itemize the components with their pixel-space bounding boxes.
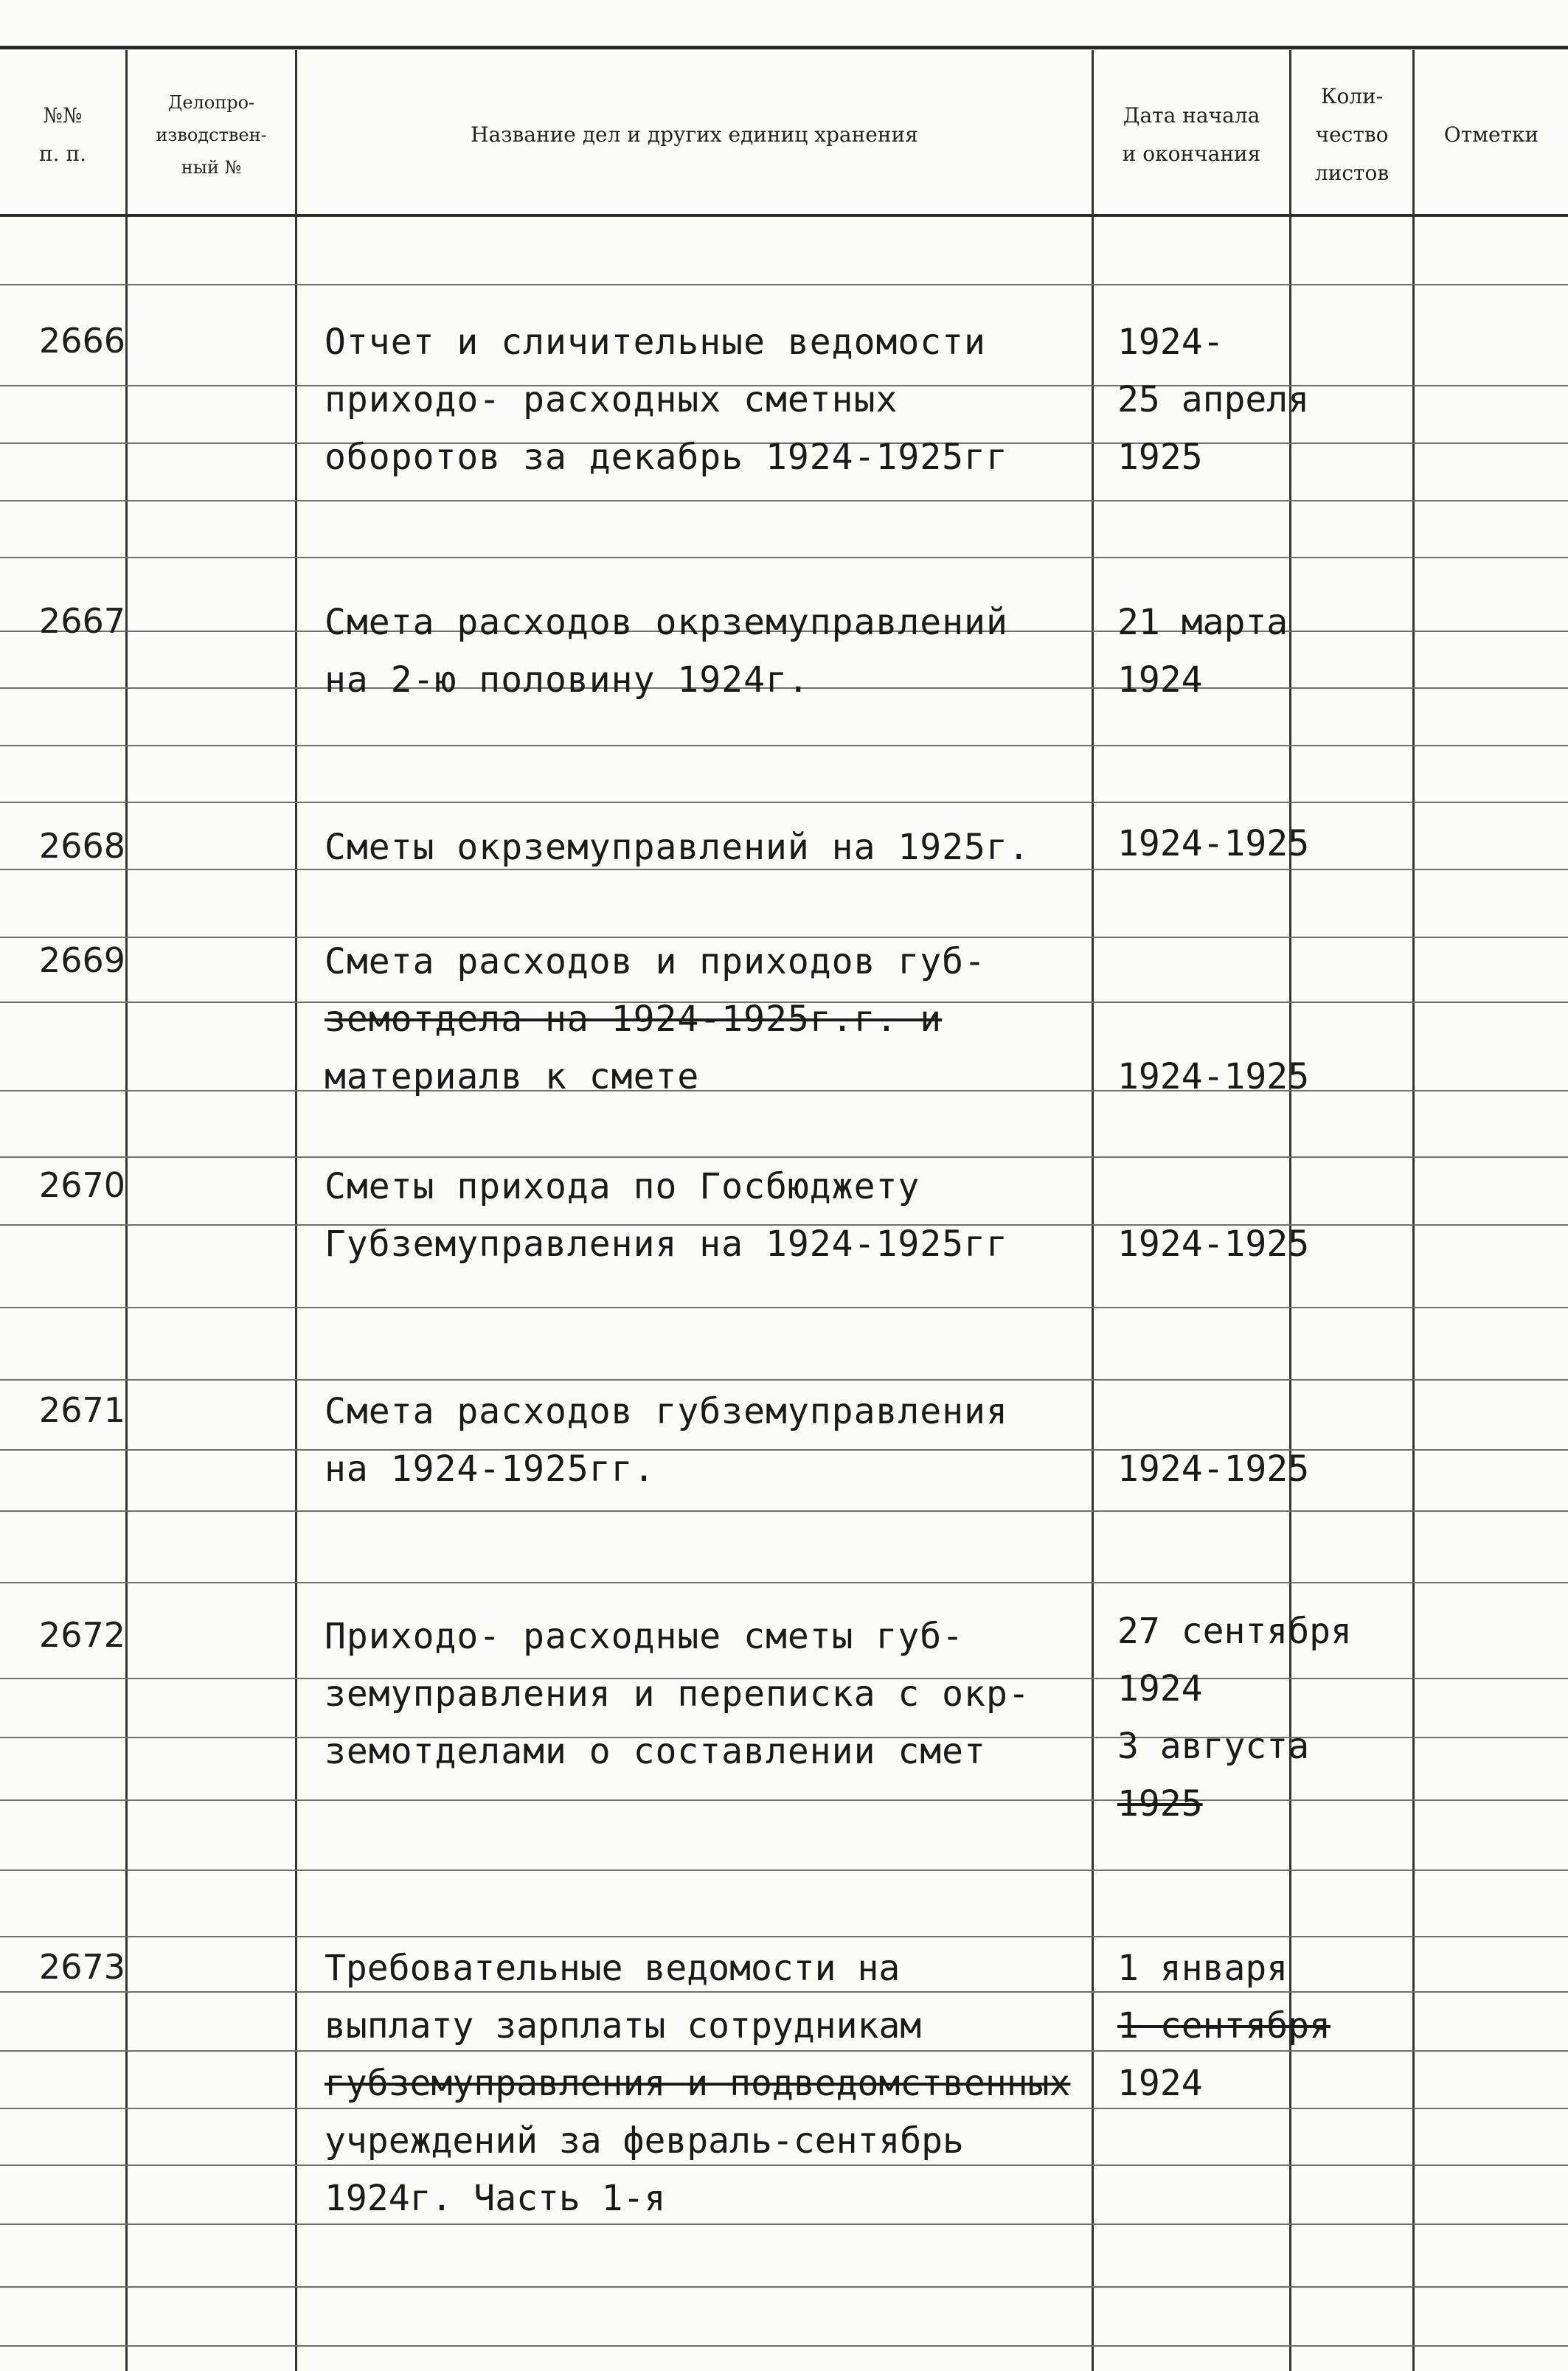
header-sheets: Коли- чество листов xyxy=(1314,83,1390,185)
title-line: учреждений за февраль-сентябрь xyxy=(325,2120,964,2162)
ruled-line xyxy=(0,1936,1568,1937)
date-line xyxy=(1117,933,1442,990)
title-line: Смета расходов окрземуправлений xyxy=(325,602,1008,643)
date-line xyxy=(1117,1158,1442,1215)
title-line: Сметы прихода по Госбюджету xyxy=(325,1166,920,1207)
record-title xyxy=(325,594,1092,709)
ruled-line xyxy=(0,1870,1568,1871)
date-line: 3 августа xyxy=(1117,1726,1310,1767)
record-number: 2670 xyxy=(38,1165,125,1205)
record-dates xyxy=(1117,815,1442,872)
record-number: 2668 xyxy=(38,826,125,866)
date-line xyxy=(1117,990,1442,1048)
date-line: 1924 xyxy=(1117,659,1203,701)
title-line: земуправления и переписка с окр- xyxy=(325,1673,1030,1715)
date-line: 1 сентября xyxy=(1117,2005,1331,2047)
record-dates xyxy=(1117,933,1442,1105)
ruled-line xyxy=(0,557,1568,558)
top-rule xyxy=(0,46,1568,49)
record-title xyxy=(325,1383,1092,1498)
title-line: земотделами о составлении смет xyxy=(325,1731,986,1772)
record-dates xyxy=(1117,1603,1442,1833)
record-title xyxy=(325,933,1092,1105)
title-line: Отчет и сличительные ведомости xyxy=(325,322,986,363)
ruled-line xyxy=(0,2286,1568,2288)
date-line xyxy=(1117,1383,1442,1440)
record-title xyxy=(325,819,1092,876)
title-line: Приходо- расходные сметы губ- xyxy=(325,1616,965,1657)
date-line: 25 апреля xyxy=(1117,379,1310,420)
title-line: губземуправления и подведомственных xyxy=(325,2063,1071,2104)
date-line: 1924- xyxy=(1117,322,1224,363)
ruled-line xyxy=(0,284,1568,285)
ruled-line xyxy=(0,745,1568,746)
date-line: 1924-1925 xyxy=(1117,1056,1310,1097)
record-title xyxy=(325,1158,1092,1273)
date-line: 1924-1925 xyxy=(1117,823,1310,864)
title-line: материалв к смете xyxy=(325,1056,700,1097)
title-line: Смета расходов губземуправления xyxy=(325,1391,1008,1432)
record-dates xyxy=(1117,594,1442,709)
record-dates xyxy=(1117,1158,1442,1273)
record-number: 2671 xyxy=(38,1390,125,1430)
date-line: 27 сентября xyxy=(1117,1611,1352,1652)
ruled-line xyxy=(0,500,1568,501)
col-divider-1 xyxy=(125,50,128,2371)
record-dates xyxy=(1117,1940,1442,2112)
record-dates xyxy=(1117,313,1442,486)
date-line: 1924-1925 xyxy=(1117,1448,1310,1490)
title-line: оборотов за декабрь 1924-1925гг xyxy=(325,437,1008,478)
title-line: земотдела на 1924-1925г.г. и xyxy=(325,999,943,1040)
record-title xyxy=(325,1608,1092,1780)
title-line: на 2-ю половину 1924г. xyxy=(325,659,810,701)
col-divider-2 xyxy=(295,50,297,2371)
title-line: 1924г. Часть 1-я xyxy=(325,2178,666,2219)
record-number: 2672 xyxy=(38,1615,125,1655)
header-title: Название дел и других единиц хранения xyxy=(471,122,918,147)
title-line: на 1924-1925гг. xyxy=(325,1448,656,1490)
title-line: Смета расходов и приходов губ- xyxy=(325,941,986,982)
title-line: выплату зарплаты сотрудникам xyxy=(325,2005,922,2047)
header-notes: Отметки xyxy=(1443,122,1539,147)
record-title xyxy=(325,313,1092,486)
ruled-line xyxy=(0,1307,1568,1308)
date-line: 1924 xyxy=(1117,2063,1203,2104)
ruled-line xyxy=(0,2345,1568,2347)
header-number: №№ п. п. xyxy=(38,103,87,166)
record-number: 2667 xyxy=(38,601,125,641)
record-title xyxy=(325,1940,1121,2227)
record-number: 2666 xyxy=(38,321,125,361)
date-line: 1 января xyxy=(1117,1948,1288,1989)
header-office-number: Делопро- изводствен- ный № xyxy=(156,91,267,178)
date-line: 1924-1925 xyxy=(1117,1223,1310,1265)
date-line: 1925 xyxy=(1117,437,1203,478)
record-number: 2673 xyxy=(38,1947,125,1987)
record-number: 2669 xyxy=(38,940,125,980)
ruled-line xyxy=(0,1582,1568,1583)
title-line: Требовательные ведомости на xyxy=(325,1948,901,1989)
title-line: Губземуправления на 1924-1925гг xyxy=(325,1223,1008,1265)
title-line: приходо- расходных сметных xyxy=(325,379,898,420)
ruled-line xyxy=(0,1510,1568,1512)
ruled-line xyxy=(0,1379,1568,1381)
date-line: 1924 xyxy=(1117,1668,1203,1709)
record-dates xyxy=(1117,1383,1442,1498)
ruled-line xyxy=(0,802,1568,803)
date-line: 21 марта xyxy=(1117,602,1288,643)
header-bottom-rule xyxy=(0,214,1568,217)
title-line: Сметы окрземуправлений на 1925г. xyxy=(325,827,1030,868)
date-line: 1925 xyxy=(1117,1783,1203,1825)
header-dates: Дата начала и окончания xyxy=(1122,103,1261,166)
